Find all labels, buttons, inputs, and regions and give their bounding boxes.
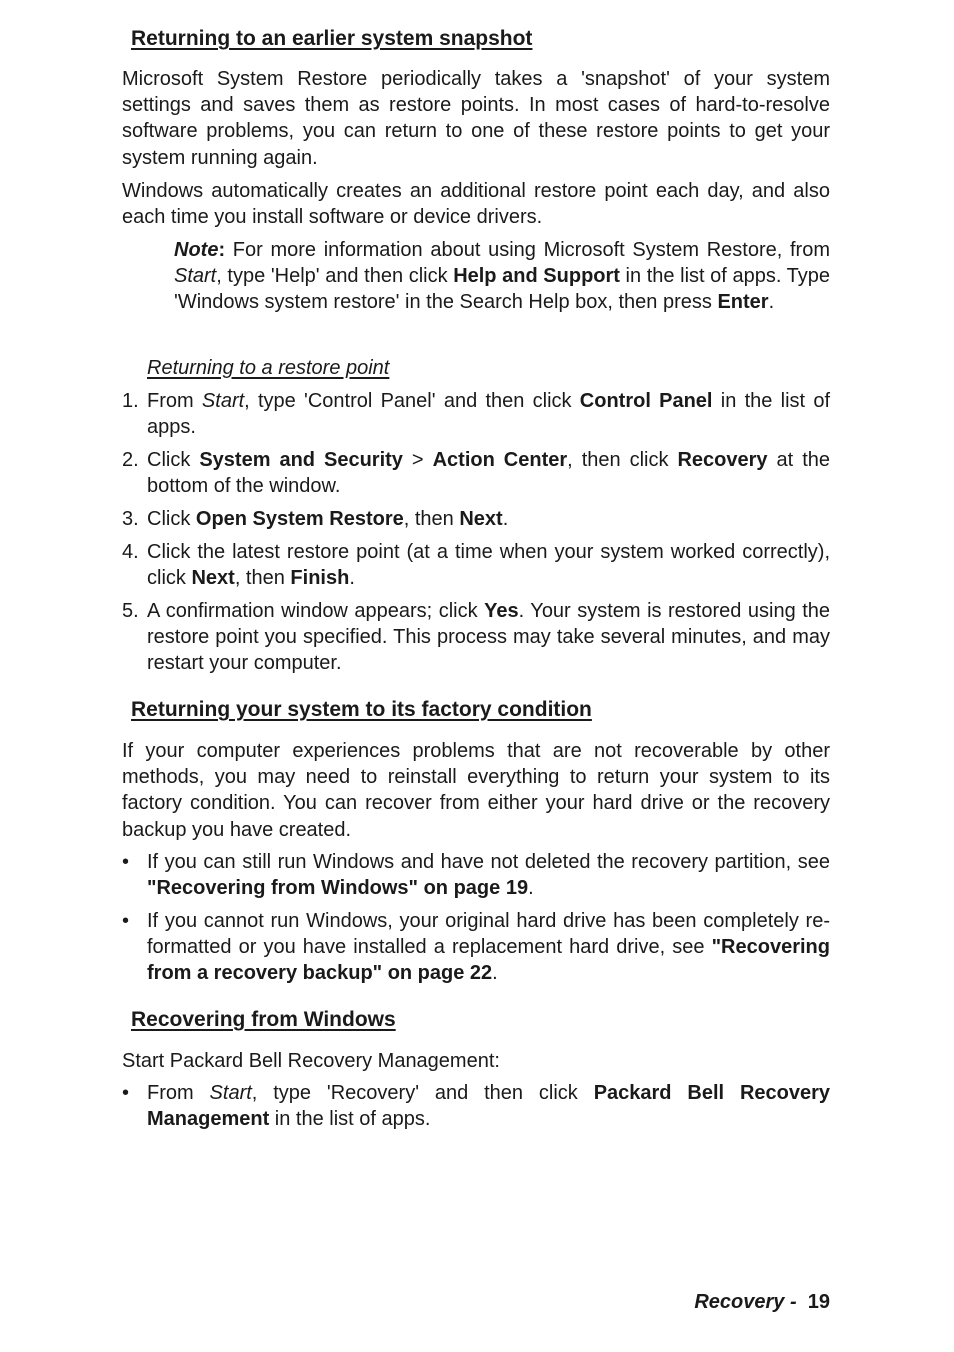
list-item: • If you cannot run Windows, your original hard drive has been completely re-formatted or you have installed a replacement hard drive, see "Recovering from a recovery backup" on page 22. [122, 910, 830, 985]
paragraph-start-recovery: Start Packard Bell Recovery Management: [122, 1050, 500, 1072]
list-item: 4. Click the latest restore point (at a time when your system worked correctly), click Next, then Finish. [122, 541, 830, 590]
link-recovering-from-windows[interactable]: "Recovering from Windows" on page 19 [147, 877, 529, 900]
paragraph-system-restore: Microsoft System Restore periodically takes a 'snapshot' of your system settings and saves them as restore points. In most cases of hard-to-resolve software problems, you can return to one of these restore points to get your system running again. [122, 68, 830, 169]
list-item: 2. Click System and Security > Action Center, then click Recovery at the bottom of the window. [122, 449, 831, 498]
list-item: • From Start, type 'Recovery' and then click Packard Bell Recovery Management in the list of apps. [122, 1082, 831, 1131]
note-label: Note [174, 239, 219, 261]
note-block: Note: For more information about using Microsoft System Restore, from Start, type 'Help' and then click Help and Support in the list of apps. Type 'Windows system restore' in the Search Help box, then press Enter. [174, 239, 830, 314]
subheading-restore-point: Returning to a restore point [147, 357, 390, 379]
list-item: 5. A confirmation window appears; click Yes. Your system is restored using the restore point you specified. This process may take several minutes, and may restart your computer. [122, 600, 831, 675]
list-item: 1. From Start, type 'Control Panel' and then click Control Panel in the list of apps. [122, 390, 831, 439]
paragraph-auto-restore-point: Windows automatically creates an additional restore point each day, and also each time you install software or device drivers. [122, 180, 830, 229]
list-item: • If you can still run Windows and have not deleted the recovery partition, see "Recovering from Windows" on page 19. [122, 851, 830, 900]
page-number: 19 [807, 1291, 830, 1313]
heading-recovering-from-windows: Recovering from Windows [131, 1008, 396, 1031]
heading-factory-condition: Returning your system to its factory condition [131, 698, 592, 721]
heading-earlier-snapshot: Returning to an earlier system snapshot [131, 27, 533, 50]
paragraph-factory-intro: If your computer experiences problems that are not recoverable by other methods, you may need to reinstall everything to return your system to its factory condition. You can recover from either your hard drive or the recovery backup you have created. [122, 740, 830, 841]
list-item: 3. Click Open System Restore, then Next. [122, 508, 509, 530]
footer-section: Recovery - [694, 1291, 797, 1313]
link-recovering-from-backup[interactable]: "Recovering from a recovery backup" on page 22 [147, 936, 830, 985]
page-footer [694, 1291, 830, 1314]
